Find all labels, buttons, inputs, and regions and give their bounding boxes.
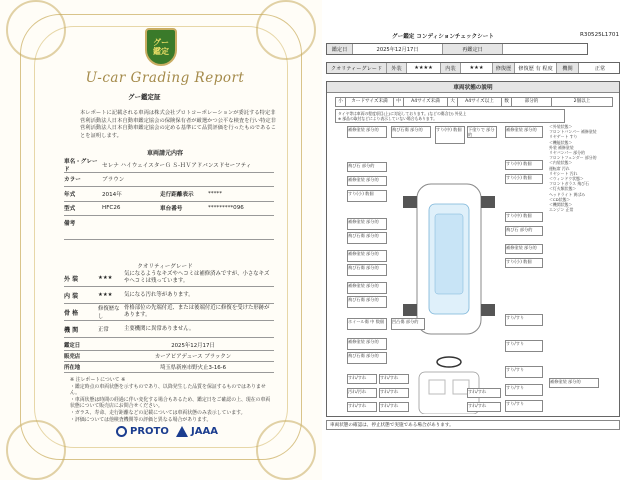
meta-row-dealer (64, 351, 274, 362)
size-val: A4サイズ以上 (458, 98, 502, 106)
damage-label: すり/すり (505, 400, 543, 412)
proto-logo-text: PROTO (130, 426, 169, 437)
note-item: ＜ウィンドウ状態＞ (549, 176, 584, 182)
model-code-label: 型式 (64, 206, 76, 213)
meta-key: 鑑定日 (64, 343, 81, 349)
note-item: 外装 補修塗装 (549, 144, 574, 150)
color-value: ブラウン (102, 177, 125, 184)
damage-label: 凹凸傷 部分的 (391, 318, 425, 330)
damage-label: 補修塗装 部分的 (347, 218, 387, 230)
note-item: エンジン 正常 (549, 207, 574, 213)
sheet-id: R30525L1701 (580, 32, 620, 38)
size-key: 中 (394, 98, 404, 106)
damage-label: 飛び石 部分的 (505, 226, 543, 236)
grades-table (64, 270, 274, 338)
grade-stars: 修復歴なし (98, 306, 120, 320)
note-item: フロントガラス 飛び石 (549, 181, 589, 187)
damage-label: すり/すり (505, 366, 543, 378)
jaaa-logo-icon (176, 426, 188, 437)
steering-wheel-icon (437, 357, 461, 367)
grade-desc: 気になる汚れ等があります。 (124, 291, 194, 298)
model-value: セレナ ハイウェイスターＧ Ｓ-ＨＶアドバンスドセーフティ (102, 162, 252, 169)
size-val: 2個以上 (573, 99, 591, 104)
state-title: 車両状態の説明 (327, 82, 619, 93)
grade-key: 外 装 (64, 275, 79, 283)
grade-desc: 骨格部位の先端付近、または後端付近に修復を受けた形跡があります。 (124, 305, 270, 318)
damage-label: すり(中) 数個 (505, 212, 543, 222)
interior-damage-label: すれ/すれ (379, 402, 409, 412)
note-item: ＜外装状態＞ (549, 124, 573, 129)
note-item: 運転席 汚れ (549, 165, 570, 171)
grade-desc: 主要機関に異常ありません。 (124, 325, 195, 332)
size-val: 部分的 (512, 98, 552, 106)
quality-label: クオリティーグレード (327, 63, 387, 73)
interior-damage-label: すれ/すれ (347, 402, 377, 412)
repair-label: 修復歴 (493, 63, 515, 73)
mileage-label: 走行距離表示 (160, 191, 194, 198)
re-date-label: 再鑑定日 (443, 44, 503, 54)
vehicle-row-model (64, 158, 274, 173)
damage-label: 飛び石傷 部分的 (347, 264, 387, 276)
meta-row-address (64, 362, 274, 373)
chassis-label: 車台番号 (160, 206, 183, 213)
color-label: カラー (64, 177, 81, 184)
meta-key: 所在地 (64, 365, 81, 371)
damage-label: 下塗りで 部分的 (467, 126, 497, 138)
jaaa-logo (176, 426, 218, 437)
size-key: 大 (448, 98, 458, 106)
damage-label: 補修塗装 部分的 (505, 244, 543, 254)
proto-logo (116, 426, 169, 437)
model-code-value: HFC26 (102, 205, 121, 212)
year-value: 2014年 (102, 191, 122, 198)
damage-label: すり(小) 数個 (505, 258, 543, 268)
tire-rear-right (481, 304, 495, 316)
note-item: フロントフェンダー 部分的 (549, 155, 597, 161)
state-box (326, 81, 620, 417)
intro-text: 本レポートに記載される車両は株式会社プロトコーポレーションが委託する特定非営利活動法人日本自動車鑑定協会の保険保有者が厳選かつ公平な検査を行い特定非営利活動法人日本自動車鑑定協会の定める基準にて品質評価を行ったものであることを証明します。 (80, 110, 276, 139)
repair-value: 修復歴 有 程度 (515, 63, 557, 73)
badge-text: グー 鑑定 (153, 38, 169, 56)
interior-damage-label: 汚れ/汚れ (347, 388, 377, 398)
damage-label: 補修塗装 部分的 (347, 338, 387, 350)
damage-label: すり(中) 数個 (505, 160, 543, 170)
ornament-corner-tl (6, 0, 66, 60)
damage-label: すり(小) 数個 (505, 174, 543, 184)
damage-label: 飛び石傷 部分的 (391, 126, 431, 138)
exterior-stars: ★★★★ (407, 63, 441, 73)
car-glass (435, 214, 463, 294)
grade-desc: 気になるようなキズやヘコミは補修済みですが、小さなキズやヘコミは残っています。 (124, 271, 270, 284)
grade-key: 機 関 (64, 326, 79, 334)
interior-stars: ★★★ (461, 63, 493, 73)
tire-front-left (403, 196, 417, 208)
damage-label: すり(小) 数個 (347, 190, 387, 202)
grade-row-interior (64, 287, 274, 304)
note-item: ＜灯火類状態＞ (549, 186, 577, 192)
note-line: ・鑑定時点の車両状態を示すものであり、以降発生した品質を保証するものではありません。 (70, 383, 266, 397)
date-value: 2025年12月17日 (353, 44, 443, 54)
vehicle-info-table (64, 158, 274, 240)
report-title: U-car Grading Report (85, 70, 245, 86)
interior-damage-label: すれ/すれ (467, 402, 501, 412)
vehicle-row-model-code (64, 202, 274, 217)
certificate-notes (70, 377, 275, 423)
vehicle-row-remarks (64, 216, 274, 240)
engine-value: 正常 (594, 65, 606, 72)
sheet-title: グー鑑定 コンディションチェックシート (392, 34, 494, 40)
damage-label: 補修塗装 部分的 (347, 282, 387, 294)
note-item: リヤゲート すり (549, 134, 578, 140)
note-item: リヤバンパー 部分的 (549, 150, 585, 156)
damage-label: すり/すり (505, 340, 543, 352)
grade-stars: ★★★ (98, 275, 113, 281)
proto-logo-icon (116, 426, 127, 437)
model-label: 車名・グレード (64, 158, 98, 173)
note-line: ※ 注レポートについて ※ (70, 377, 126, 383)
note-item: ＜機能状態＞ (549, 139, 573, 145)
damage-label: すり(中) 数個 (435, 126, 465, 144)
vehicle-row-color (64, 173, 274, 188)
size-key: 数 (502, 98, 512, 106)
meta-value: カーアピアデュース ブラックン (154, 354, 232, 360)
grade-row-exterior (64, 270, 274, 287)
size-legend-row (335, 97, 613, 107)
size-key: 小 (336, 98, 346, 106)
date-label: 鑑定日 (327, 44, 353, 54)
note-item: フロントバンパー 補修塗装 (549, 129, 597, 135)
damage-label: ホイール傷 中 数個 (347, 318, 387, 330)
damage-label: 飛び石傷 部分的 (347, 232, 387, 244)
note-item: ＜機関状態＞ (549, 202, 573, 208)
interior-label: 内装 (441, 63, 461, 73)
condition-check-sheet (322, 0, 640, 480)
size-val: A4サイズ未満 (404, 98, 448, 106)
interior-damage-label: すれ/すれ (347, 374, 377, 384)
meta-key: 販売店 (64, 354, 81, 360)
damage-label: すり/すり (505, 384, 543, 396)
interior-damage-label: すれ/すれ (467, 388, 501, 398)
meta-value: 2025年12月17日 (171, 343, 215, 349)
engine-label: 機関 (557, 63, 579, 73)
note-line: ・ガラス、寿命、走行距離などの記載については車両状態のみ表示しています。 (70, 409, 246, 416)
damage-label: 補修塗装 部分的 (505, 126, 543, 138)
meta-table (64, 340, 274, 373)
note-item: ＜内装状態＞ (549, 160, 573, 166)
year-label: 年式 (64, 191, 76, 198)
note-item: リヤシート 汚れ (549, 170, 578, 176)
note-line: ・車両状態は時間の経過に伴い変化する場合もあるため、鑑定日をご確認の上、現在の車両状態について販売店にお問合せください。 (70, 396, 271, 410)
damage-label: 補修塗装 部分的 (549, 378, 599, 388)
interior-damage-label: すれ/すれ (379, 374, 409, 384)
grade-section-title: クオリティーグレード (137, 264, 193, 270)
vehicle-row-year (64, 187, 274, 202)
notes-column (549, 124, 615, 212)
grade-row-frame (64, 304, 274, 321)
note-line: ・評価については他検査機関等の評価と異なる場合があります。 (70, 416, 212, 423)
grade-stars: 正常 (98, 327, 109, 333)
jaaa-logo-text: JAAA (191, 426, 218, 437)
mileage-value: ***** (208, 190, 222, 197)
goo-badge-logo (145, 28, 177, 66)
interior-damage-label: すれ/すれ (379, 388, 409, 398)
legend-note: タイヤ等は車両の程度項目(上)に対応しております。(などの傷含む) 外見上 ※ 部品の取付などにより表示していない場合もあります。 (335, 109, 565, 123)
damage-label: 飛び石傷 部分的 (347, 296, 387, 308)
grade-row-engine (64, 321, 274, 338)
damage-label: 飛び石 部分的 (347, 162, 387, 172)
chassis-value: *********096 (208, 205, 244, 212)
meta-row-date (64, 340, 274, 351)
seat-front-left (429, 380, 445, 394)
damage-label: 補修塗装 部分的 (347, 126, 387, 138)
grade-stars: ★★★ (98, 292, 113, 298)
grade-key: 骨 格 (64, 309, 79, 317)
meta-value: 埼玉県新座市野火止3-16-6 (159, 365, 227, 371)
quality-row (326, 62, 620, 74)
ornament-corner-br (256, 420, 316, 480)
tire-rear-left (403, 304, 417, 316)
damage-label: すり/すり (505, 314, 543, 326)
vehicle-section-title: 車両請元内容 (146, 150, 183, 157)
exterior-label: 外装 (387, 63, 407, 73)
tire-front-right (481, 196, 495, 208)
note-item: ヘッドライト 黄ばみ (549, 191, 586, 197)
size-val: カードサイズ未満 (346, 98, 394, 106)
certificate-title: グー鑑定証 (128, 93, 161, 101)
grade-key: 内 装 (64, 292, 79, 300)
ornament-corner-bl (6, 420, 66, 480)
ornament-corner-tr (256, 0, 316, 60)
damage-label: 補修塗装 部分的 (347, 176, 387, 186)
date-row (326, 43, 588, 55)
damage-label: 補修塗装 部分的 (347, 250, 387, 262)
note-item: ＜CD状態＞ (549, 196, 571, 202)
damage-label: 飛び石傷 部分的 (347, 352, 387, 364)
footer-note: 車両状態の確認は、停止状態で実施である場合があります。 (326, 420, 620, 430)
remarks-label: 備考 (64, 221, 76, 227)
